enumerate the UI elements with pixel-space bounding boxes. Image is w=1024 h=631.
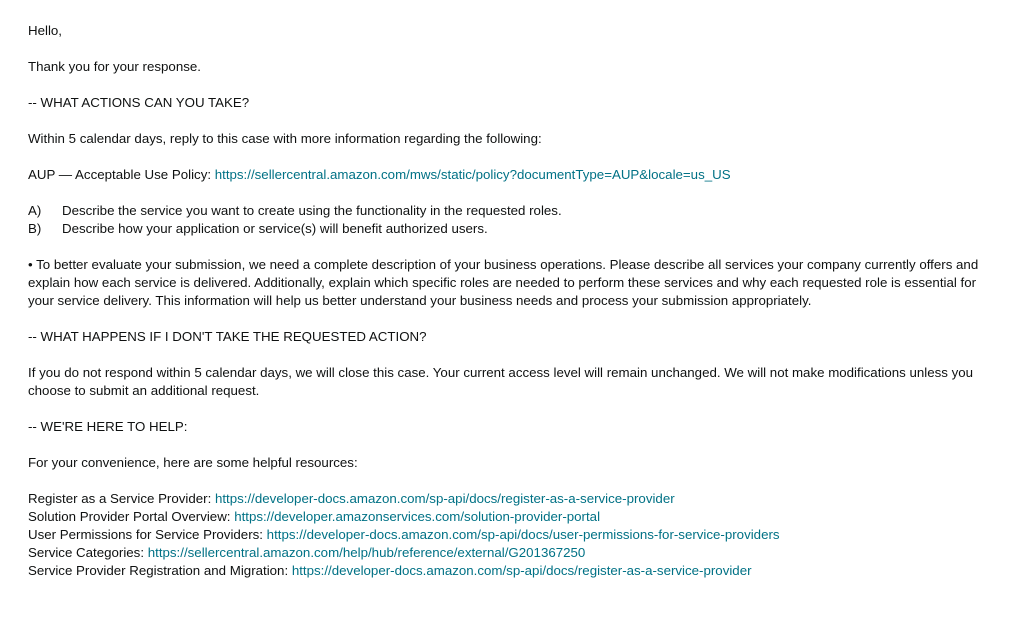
consequence-paragraph: If you do not respond within 5 calendar days, we will close this case. Your current access level will remain unchanged. We will not make modifications unless you choose to submit an additional request.: [28, 365, 974, 398]
aup-line: [28, 166, 998, 184]
resource-label: User Permissions for Service Providers:: [28, 527, 267, 542]
resource-row: [28, 490, 998, 508]
resource-link[interactable]: https://developer-docs.amazon.com/sp-api/docs/register-as-a-service-provider: [214, 491, 675, 506]
greeting: Hello,: [28, 23, 62, 38]
actions-heading: -- WHAT ACTIONS CAN YOU TAKE?: [28, 95, 250, 110]
help-heading: -- WE'RE HERE TO HELP:: [28, 419, 188, 434]
resource-row: [28, 544, 998, 562]
resource-label: Solution Provider Portal Overview:: [28, 509, 235, 524]
help-intro: For your convenience, here are some helpful resources:: [28, 455, 358, 470]
resource-row: [28, 508, 998, 526]
resource-link[interactable]: https://developer-docs.amazon.com/sp-api/docs/register-as-a-service-provider: [291, 563, 752, 578]
message-body: [28, 22, 998, 580]
resource-label: Service Categories:: [28, 545, 148, 560]
resource-row: [28, 562, 998, 580]
consequence-heading: -- WHAT HAPPENS IF I DON'T TAKE THE REQUESTED ACTION?: [28, 329, 427, 344]
actions-intro: Within 5 calendar days, reply to this case with more information regarding the following:: [28, 131, 542, 146]
resources-list: [28, 490, 998, 580]
aup-link[interactable]: https://sellercentral.amazon.com/mws/static/policy?documentType=AUP&locale=us_US: [214, 167, 731, 182]
list-item-text: Describe how your application or service(s) will benefit authorized users.: [62, 221, 488, 236]
resource-link[interactable]: https://sellercentral.amazon.com/help/hub/reference/external/G201367250: [147, 545, 586, 560]
list-item: [28, 220, 998, 238]
list-marker: B): [28, 221, 42, 236]
resource-label: Register as a Service Provider:: [28, 491, 215, 506]
resource-label: Service Provider Registration and Migration:: [28, 563, 292, 578]
resource-row: [28, 526, 998, 544]
evaluation-paragraph: • To better evaluate your submission, we need a complete description of your business operations. Please describe all services your company currently offers and explain how each service is delivered. Additionally, explain which specific roles are needed to perform these services and why each requested role is essential for your service delivery. This information will help us better understand your business needs and process your submission appropriately.: [28, 257, 979, 308]
thanks-text: Thank you for your response.: [28, 59, 201, 74]
aup-label: AUP — Acceptable Use Policy:: [28, 167, 215, 182]
requirements-list: [28, 202, 998, 238]
resource-link[interactable]: https://developer-docs.amazon.com/sp-api/docs/user-permissions-for-service-providers: [266, 527, 780, 542]
list-item: [28, 202, 998, 220]
resource-link[interactable]: https://developer.amazonservices.com/solution-provider-portal: [234, 509, 601, 524]
list-marker: A): [28, 203, 42, 218]
list-item-text: Describe the service you want to create using the functionality in the requested roles.: [62, 203, 562, 218]
